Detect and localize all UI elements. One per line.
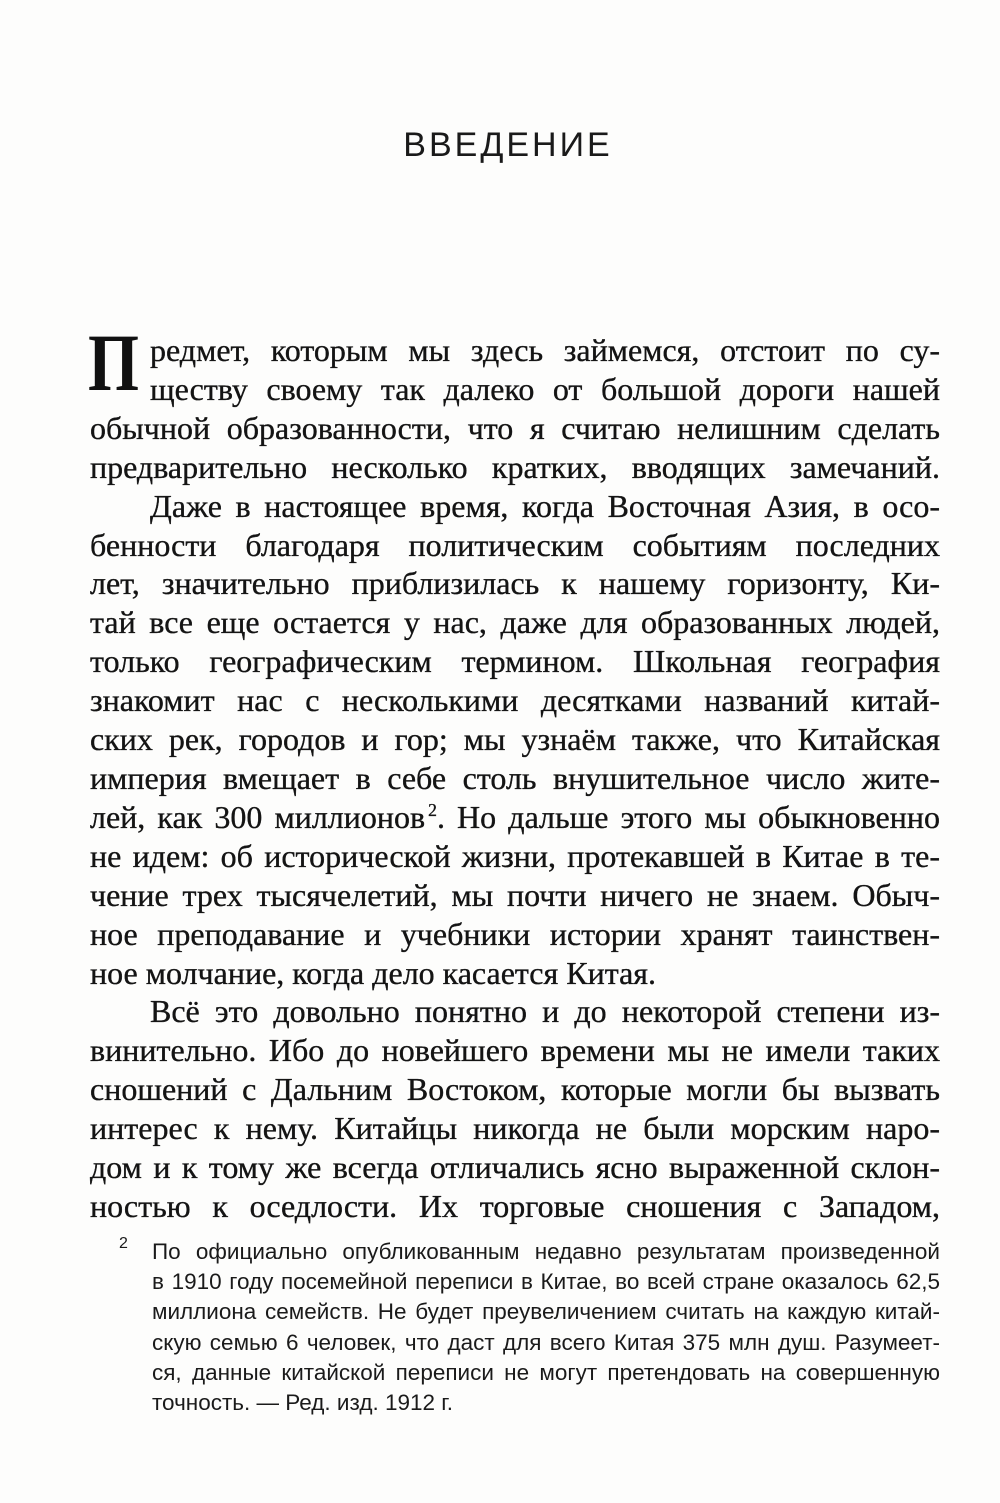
footnote-number: 2 bbox=[119, 1235, 128, 1252]
text-line: бенности благодаря политическим событиям последних bbox=[90, 526, 940, 563]
footnote-line: По официально опубликованным недавно результатам произведенной bbox=[152, 1239, 940, 1264]
text-line: чение трех тысячелетий, мы почти ничего не знаем. Обыч- bbox=[90, 876, 940, 913]
text-line: только географическим термином. Школьная география bbox=[90, 643, 940, 680]
text-line: винительно. Ибо до новейшего времени мы не имели таких bbox=[90, 1032, 940, 1069]
footnote-line: скую семью 6 человек, что даст для всего Китая 375 млн душ. Разумеет- bbox=[152, 1329, 940, 1355]
text-line: ное преподавание и учебники истории хранят таинствен- bbox=[90, 915, 940, 952]
footnote-line: миллиона семейств. Не будет преувеличением считать на каждую китай- bbox=[152, 1299, 940, 1325]
text-line: Всё это довольно понятно и до некоторой степени из- bbox=[150, 993, 940, 1030]
footnote-line: ся, данные китайской переписи не могут претендовать на совершенную bbox=[152, 1359, 940, 1385]
text-line: интерес к нему. Китайцы никогда не были морским наро- bbox=[90, 1110, 940, 1147]
text-line: сношений с Дальним Востоком, которые могли бы вызвать bbox=[90, 1071, 940, 1108]
text-fragment: . Но дальше этого мы обыкновенно bbox=[436, 798, 941, 835]
text-line: редмет, которым мы здесь займемся, отстоит по су- bbox=[150, 332, 940, 368]
text-line: империя вмещает в себе столь внушительное число жите- bbox=[90, 759, 940, 796]
text-fragment: лей, как 300 миллионов bbox=[90, 798, 426, 835]
text-line: знакомит нас с несколькими десятками названий китай- bbox=[90, 682, 940, 719]
text-line: обычной образованности, что я считаю нелишним сделать bbox=[90, 409, 940, 446]
footnote-line: точность. — Ред. изд. 1912 г. bbox=[152, 1390, 453, 1416]
chapter-title: ВВЕДЕНИЕ bbox=[403, 126, 613, 164]
text-line: предварительно несколько кратких, вводящих замечаний. bbox=[90, 448, 940, 485]
paragraph-2 bbox=[90, 487, 940, 993]
text-line: лет, значительно приблизилась к нашему горизонту, Ки- bbox=[90, 565, 940, 602]
text-line: ществу своему так далеко от большой дороги нашей bbox=[150, 370, 940, 407]
text-line: ностью к оседлости. Их торговые сношения с Западом, bbox=[90, 1187, 940, 1224]
footnote-line: в 1910 году посемейной переписи в Китае, во всей стране оказалось 62,5 bbox=[152, 1269, 940, 1295]
text-line: не идем: об исторической жизни, протекавшей в Китае в те- bbox=[90, 837, 940, 874]
footnote bbox=[119, 1235, 940, 1418]
body-text bbox=[88, 317, 941, 1226]
paragraph-1 bbox=[90, 331, 940, 487]
text-line: ное молчание, когда дело касается Китая. bbox=[90, 954, 656, 991]
text-line: тай все еще остается у нас, даже для образованных людей, bbox=[90, 604, 940, 641]
text-line: ских рек, городов и гор; мы узнаём также, что Китайская bbox=[90, 721, 940, 758]
text-line bbox=[90, 798, 940, 837]
footnote-reference: 2 bbox=[428, 800, 437, 821]
text-line: дом и к тому же всегда отличались ясно выраженной склон- bbox=[90, 1149, 940, 1186]
paragraph-3 bbox=[90, 992, 940, 1225]
drop-cap: П bbox=[88, 317, 140, 408]
text-line: Даже в настоящее время, когда Восточная Азия, в осо- bbox=[150, 487, 940, 524]
